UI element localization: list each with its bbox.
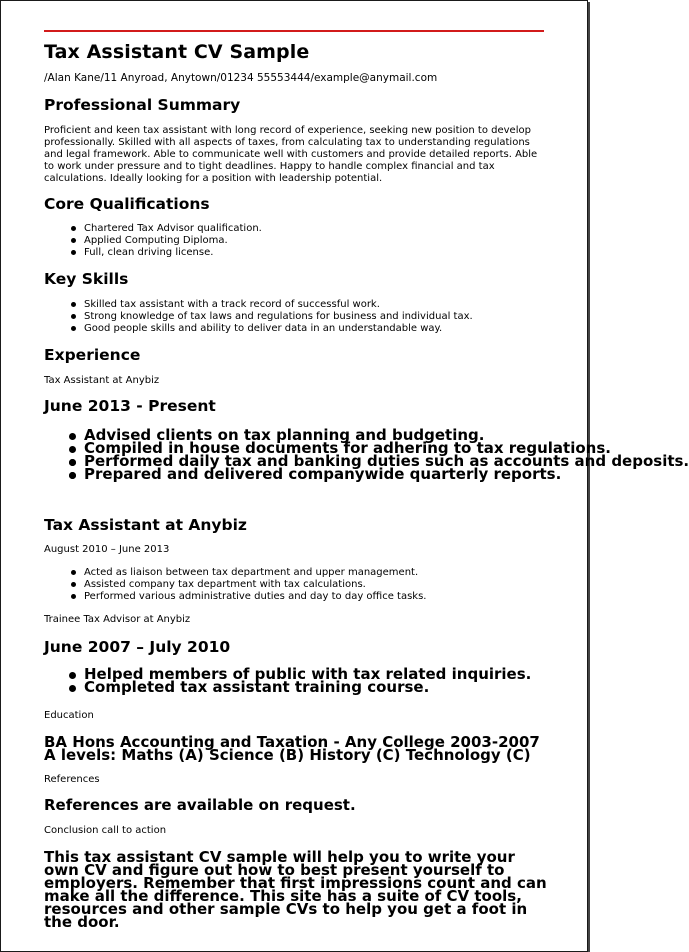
list-item: Full, clean driving license. [84, 247, 262, 259]
conclusion-text: This tax assistant CV sample will help you to write your own CV and figure out how to best present yourself to employers. Remember that first impressions count and can make all the difference. This site has a suite of CV tools, resources and other sample CVs to help you get a foot in the door. [44, 848, 547, 931]
list-item: Chartered Tax Advisor qualification. [84, 223, 262, 234]
skills-list [44, 299, 473, 335]
job3-role: Trainee Tax Advisor at Anybiz [44, 614, 191, 625]
list-item: Applied Computing Diploma. [84, 235, 262, 247]
education-label: Education [44, 710, 94, 721]
page-title: Tax Assistant CV Sample [44, 41, 310, 63]
references-text: References are available on request. [44, 796, 356, 814]
list-item: Compiled in house documents for adhering to tax regulations. [84, 442, 689, 455]
list-item: Completed tax assistant training course. [84, 681, 531, 694]
references-label: References [44, 774, 100, 785]
list-item: Performed various administrative duties and day to day office tasks. [84, 591, 427, 602]
header-rule [44, 30, 544, 32]
job1-dates: June 2013 - Present [44, 397, 216, 415]
list-item: Prepared and delivered companywide quarterly reports. [84, 468, 689, 481]
list-item: Performed daily tax and banking duties such as accounts and deposits. [84, 452, 689, 470]
list-item: Assisted company tax department with tax calculations. [84, 579, 426, 591]
experience-heading: Experience [44, 346, 141, 364]
contact-line: /Alan Kane/11 Anyroad, Anytown/01234 55553444/example@anymail.com [44, 72, 438, 84]
skills-heading: Key Skills [44, 270, 129, 288]
list-item: Advised clients on tax planning and budgeting. [84, 429, 689, 442]
list-item: Skilled tax assistant with a track record of successful work. [84, 299, 473, 311]
summary-heading: Professional Summary [44, 96, 241, 114]
job2-list [44, 567, 426, 603]
education-text: BA Hons Accounting and Taxation - Any College 2003-2007 A levels: Maths (A) Science (B) History (C) Technology (C) [44, 733, 540, 764]
conclusion-label: Conclusion call to action [44, 825, 167, 836]
job2-role: Tax Assistant at Anybiz [44, 516, 247, 534]
list-item: Good people skills and ability to deliver data in an understandable way. [84, 323, 473, 335]
job2-dates: August 2010 – June 2013 [44, 544, 170, 555]
job1-list [44, 426, 689, 483]
qualifications-list [44, 223, 262, 259]
list-item: Helped members of public with tax related inquiries. [84, 665, 532, 683]
job3-list [44, 665, 532, 696]
qualifications-heading: Core Qualifications [44, 195, 210, 213]
list-item: Acted as liaison between tax department and upper management. [84, 567, 426, 579]
list-item: Strong knowledge of tax laws and regulations for business and individual tax. [84, 311, 473, 322]
job1-role: Tax Assistant at Anybiz [44, 375, 160, 386]
summary-text: Proficient and keen tax assistant with long record of experience, seeking new position to develop professionally. Skilled with all aspects of taxes, from calculating tax to understanding regulations and legal framework. Able to communicate well with customers and provide detailed reports. Able to work under pressure and to tight deadlines. Happy to handle complex financial and tax calculations. Ideally looking for a position with leadership potential. [44, 125, 538, 184]
job3-dates: June 2007 – July 2010 [44, 638, 231, 656]
